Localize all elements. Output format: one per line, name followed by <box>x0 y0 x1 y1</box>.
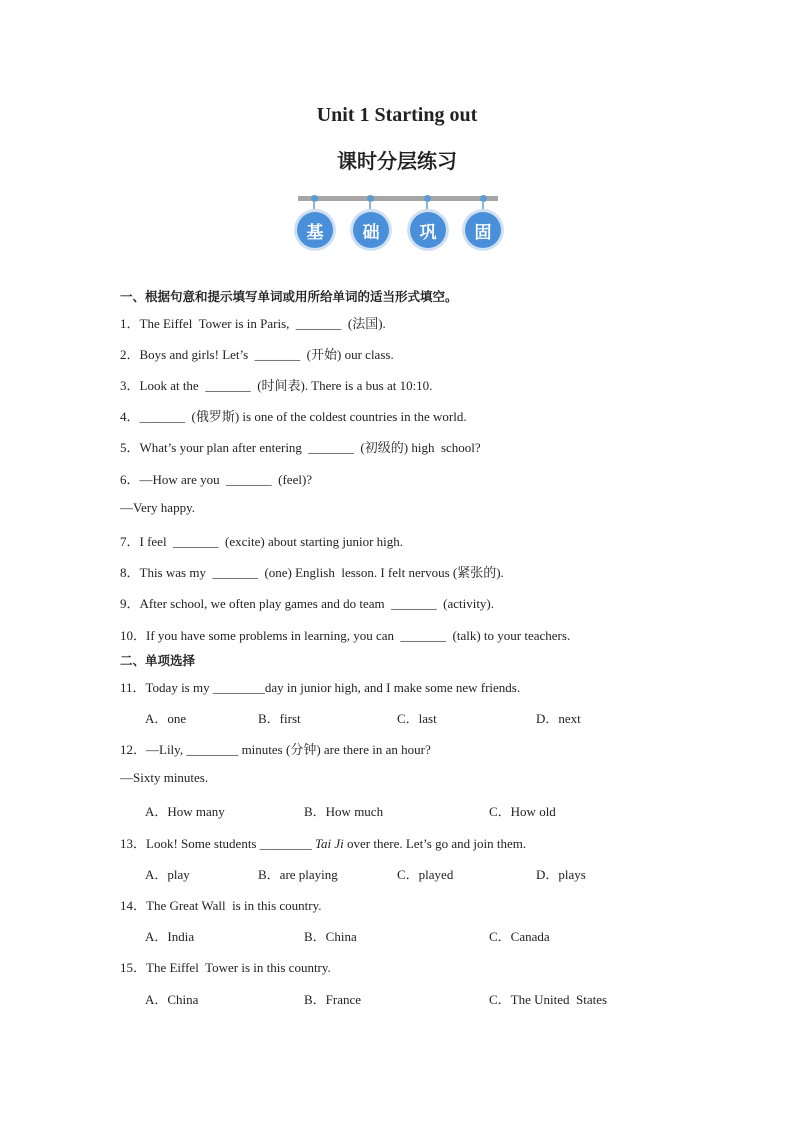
option-a: A．How many <box>145 804 225 819</box>
question-6-reply: —Very happy. <box>120 500 195 515</box>
question-1: 1．The Eiffel Tower is in Paris, _______ (法国). <box>120 316 386 331</box>
question-12-reply: —Sixty minutes. <box>120 770 209 785</box>
question-5: 5．What’s your plan after entering _______ (初级的) high school? <box>120 440 481 455</box>
option-b: B．How much <box>304 804 384 819</box>
question-13-stem-end: over there. Let’s go and join them. <box>343 836 527 851</box>
question-13 <box>120 833 526 852</box>
question-3: 3．Look at the _______ (时间表). There is a bus at 10:10. <box>120 378 433 393</box>
question-8: 8．This was my _______ (one) English lesson. I felt nervous (紧张的). <box>120 565 504 580</box>
question-14: 14．The Great Wall is in this country. <box>120 898 322 913</box>
option-b: B．France <box>304 992 362 1007</box>
option-d: D．plays <box>536 867 586 882</box>
option-c: C．last <box>397 711 437 726</box>
question-2: 2．Boys and girls! Let’s _______ (开始) our class. <box>120 347 394 362</box>
question-13-stem-start: 13．Look! Some students ________ <box>120 836 315 851</box>
option-c: C．played <box>397 867 454 882</box>
option-c: C．Canada <box>489 929 550 944</box>
question-13-italic-term: Tai Ji <box>315 836 344 851</box>
question-15: 15．The Eiffel Tower is in this country. <box>120 960 331 975</box>
option-a: A．play <box>145 867 190 882</box>
question-11: 11．Today is my ________day in junior high, and I make some new friends. <box>120 680 521 695</box>
option-b: B．are playing <box>258 867 338 882</box>
option-b: B．China <box>304 929 357 944</box>
worksheet-subtitle: 课时分层练习 <box>337 149 457 173</box>
option-d: D．next <box>536 711 581 726</box>
worksheet-title: Unit 1 Starting out <box>316 104 478 126</box>
question-10: 10．If you have some problems in learning, you can _______ (talk) to your teachers. <box>120 628 571 643</box>
option-b: B．first <box>258 711 301 726</box>
badge-char: 巩 <box>410 212 446 248</box>
option-a: A．China <box>145 992 199 1007</box>
badge-char: 固 <box>465 212 501 248</box>
option-a: A．India <box>145 929 195 944</box>
option-c: C．The United States <box>489 992 608 1007</box>
badge-bar <box>298 196 498 201</box>
option-a: A．one <box>145 711 187 726</box>
question-6: 6．—How are you _______ (feel)? <box>120 472 313 487</box>
question-12: 12．—Lily, ________ minutes (分钟) are there in an hour? <box>120 742 431 757</box>
badge-char: 基 <box>297 212 333 248</box>
question-4: 4．_______ (俄罗斯) is one of the coldest countries in the world. <box>120 409 467 424</box>
level-badge <box>296 194 500 252</box>
badge-char: 础 <box>353 212 389 248</box>
section-2-heading: 二、单项选择 <box>120 653 196 668</box>
question-7: 7．I feel _______ (excite) about starting junior high. <box>120 534 404 549</box>
option-c: C．How old <box>489 804 556 819</box>
section-1-heading: 一、根据句意和提示填写单词或用所给单词的适当形式填空。 <box>120 289 458 304</box>
question-9: 9．After school, we often play games and do team _______ (activity). <box>120 596 495 611</box>
